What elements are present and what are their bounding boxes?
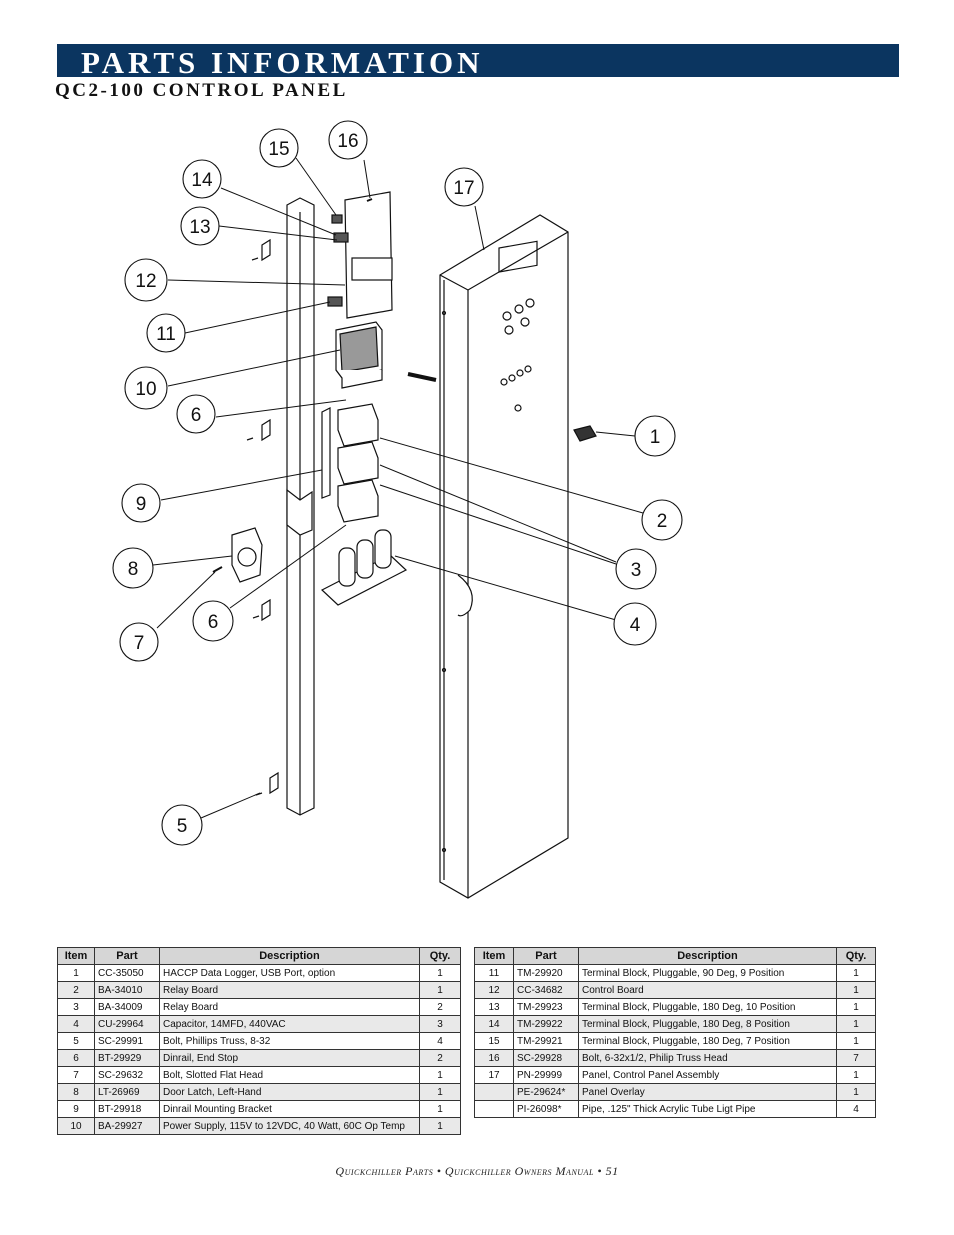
cell-part: BA-29927	[95, 1118, 160, 1135]
cell-qty: 1	[420, 1118, 461, 1135]
cell-part: SC-29632	[95, 1067, 160, 1084]
cell-description: Bolt, 6-32x1/2, Philip Truss Head	[579, 1050, 837, 1067]
cell-part: SC-29991	[95, 1033, 160, 1050]
header-description: Description	[160, 948, 420, 965]
cell-qty: 1	[420, 1084, 461, 1101]
cell-part: TM-29920	[514, 965, 579, 982]
callout-11: 11	[156, 324, 176, 345]
cell-description: Power Supply, 115V to 12VDC, 40 Watt, 60C Op Temp	[160, 1118, 420, 1135]
cell-item: 2	[58, 982, 95, 999]
cell-description: Pipe, .125" Thick Acrylic Tube Ligt Pipe	[579, 1101, 837, 1118]
page-number: 51	[605, 1164, 619, 1178]
footer-separator: •	[597, 1164, 603, 1178]
header-part: Part	[514, 948, 579, 965]
table-row	[58, 1016, 461, 1033]
cell-qty: 7	[837, 1050, 876, 1067]
table-row	[58, 965, 461, 982]
callout-5: 5	[176, 816, 188, 837]
cell-description: Terminal Block, Pluggable, 180 Deg, 10 Position	[579, 999, 837, 1016]
cell-description: Terminal Block, Pluggable, 180 Deg, 8 Position	[579, 1016, 837, 1033]
cell-part: CU-29964	[95, 1016, 160, 1033]
callout-6a: 6	[190, 405, 202, 426]
cell-part: PE-29624*	[514, 1084, 579, 1101]
callout-13: 13	[189, 217, 211, 238]
cell-part: PN-29999	[514, 1067, 579, 1084]
header-description: Description	[579, 948, 837, 965]
cell-description: Bolt, Phillips Truss, 8-32	[160, 1033, 420, 1050]
relay-board-2	[338, 404, 378, 446]
callout-8: 8	[127, 559, 139, 580]
cell-item: 12	[475, 982, 514, 999]
cell-item: 11	[475, 965, 514, 982]
header-qty: Qty.	[420, 948, 461, 965]
table-row	[475, 965, 876, 982]
cell-part: CC-35050	[95, 965, 160, 982]
cell-item: 8	[58, 1084, 95, 1101]
cell-description: Relay Board	[160, 999, 420, 1016]
header-part: Part	[95, 948, 160, 965]
page-title: PARTS INFORMATION	[81, 45, 484, 80]
cell-item: 17	[475, 1067, 514, 1084]
front-panel	[440, 215, 568, 898]
cell-part: BT-29929	[95, 1050, 160, 1067]
footer-separator: •	[436, 1164, 442, 1178]
callout-14: 14	[191, 170, 213, 191]
footer-section: Quickchiller Parts	[335, 1164, 434, 1178]
cell-item: 15	[475, 1033, 514, 1050]
cell-qty: 1	[837, 1067, 876, 1084]
table-row	[58, 1118, 461, 1135]
callout-15: 15	[268, 139, 290, 160]
cell-item: 14	[475, 1016, 514, 1033]
cell-part: SC-29928	[514, 1050, 579, 1067]
cell-description: Door Latch, Left-Hand	[160, 1084, 420, 1101]
callout-2: 2	[656, 511, 668, 532]
callout-10: 10	[135, 379, 157, 400]
cell-qty: 1	[420, 1067, 461, 1084]
cell-qty: 4	[420, 1033, 461, 1050]
control-board	[345, 192, 392, 318]
cell-description: Dinrail Mounting Bracket	[160, 1101, 420, 1118]
table-row	[58, 1033, 461, 1050]
relay-board-3a	[338, 442, 378, 484]
cell-item: 5	[58, 1033, 95, 1050]
cell-description: Bolt, Slotted Flat Head	[160, 1067, 420, 1084]
callout-7: 7	[133, 633, 145, 654]
page-footer	[0, 1164, 954, 1179]
table-row	[58, 1050, 461, 1067]
cell-item: 7	[58, 1067, 95, 1084]
cell-item: 3	[58, 999, 95, 1016]
door-latch	[232, 528, 262, 582]
table-row	[58, 1067, 461, 1084]
callout-17: 17	[453, 178, 475, 199]
cell-description: Control Board	[579, 982, 837, 999]
table-row	[475, 982, 876, 999]
cell-part: TM-29922	[514, 1016, 579, 1033]
cell-item	[475, 1084, 514, 1101]
parts-table-left	[57, 947, 461, 1135]
cell-item	[475, 1101, 514, 1118]
cell-item: 4	[58, 1016, 95, 1033]
cell-qty: 1	[420, 965, 461, 982]
table-row	[58, 1101, 461, 1118]
table-row	[58, 1084, 461, 1101]
cell-qty: 1	[837, 1016, 876, 1033]
relay-board-3b	[338, 480, 378, 522]
cell-qty: 1	[837, 1084, 876, 1101]
cell-item: 1	[58, 965, 95, 982]
callout-1: 1	[649, 427, 661, 448]
table-row	[475, 1033, 876, 1050]
cell-qty: 2	[420, 1050, 461, 1067]
table-row	[58, 982, 461, 999]
cell-qty: 2	[420, 999, 461, 1016]
header-item: Item	[58, 948, 95, 965]
callout-9: 9	[135, 494, 147, 515]
cell-qty: 1	[837, 982, 876, 999]
cell-description: Relay Board	[160, 982, 420, 999]
cell-description: Panel, Control Panel Assembly	[579, 1067, 837, 1084]
cell-item: 13	[475, 999, 514, 1016]
cell-qty: 1	[420, 982, 461, 999]
callout-12: 12	[135, 271, 157, 292]
table-row	[475, 1101, 876, 1118]
cell-part: BA-34010	[95, 982, 160, 999]
cell-qty: 1	[420, 1101, 461, 1118]
parts-table-right	[474, 947, 876, 1118]
callout-6b: 6	[207, 612, 219, 633]
cell-qty: 1	[837, 999, 876, 1016]
cell-qty: 1	[837, 965, 876, 982]
cell-qty: 4	[837, 1101, 876, 1118]
cell-item: 9	[58, 1101, 95, 1118]
table-row	[475, 1084, 876, 1101]
callout-4: 4	[629, 615, 641, 636]
cell-description: Terminal Block, Pluggable, 180 Deg, 7 Position	[579, 1033, 837, 1050]
cell-part: TM-29923	[514, 999, 579, 1016]
cell-part: BT-29918	[95, 1101, 160, 1118]
cell-description: Dinrail, End Stop	[160, 1050, 420, 1067]
table-row	[475, 1067, 876, 1084]
header-qty: Qty.	[837, 948, 876, 965]
cell-item: 16	[475, 1050, 514, 1067]
cell-item: 10	[58, 1118, 95, 1135]
section-subtitle: QC2-100 CONTROL PANEL	[55, 80, 348, 101]
callout-3: 3	[630, 560, 642, 581]
cell-part: BA-34009	[95, 999, 160, 1016]
cell-qty: 3	[420, 1016, 461, 1033]
cell-description: Capacitor, 14MFD, 440VAC	[160, 1016, 420, 1033]
cell-description: Panel Overlay	[579, 1084, 837, 1101]
cell-part: CC-34682	[514, 982, 579, 999]
cell-description: HACCP Data Logger, USB Port, option	[160, 965, 420, 982]
table-row	[475, 1050, 876, 1067]
cell-description: Terminal Block, Pluggable, 90 Deg, 9 Position	[579, 965, 837, 982]
header-item: Item	[475, 948, 514, 965]
cell-part: PI-26098*	[514, 1101, 579, 1118]
table-row	[475, 999, 876, 1016]
table-row	[58, 999, 461, 1016]
cell-qty: 1	[837, 1033, 876, 1050]
cell-part: LT-26969	[95, 1084, 160, 1101]
cell-item: 6	[58, 1050, 95, 1067]
callout-16: 16	[337, 131, 359, 152]
footer-manual: Quickchiller Owners Manual	[444, 1164, 594, 1178]
table-row	[475, 1016, 876, 1033]
cell-part: TM-29921	[514, 1033, 579, 1050]
